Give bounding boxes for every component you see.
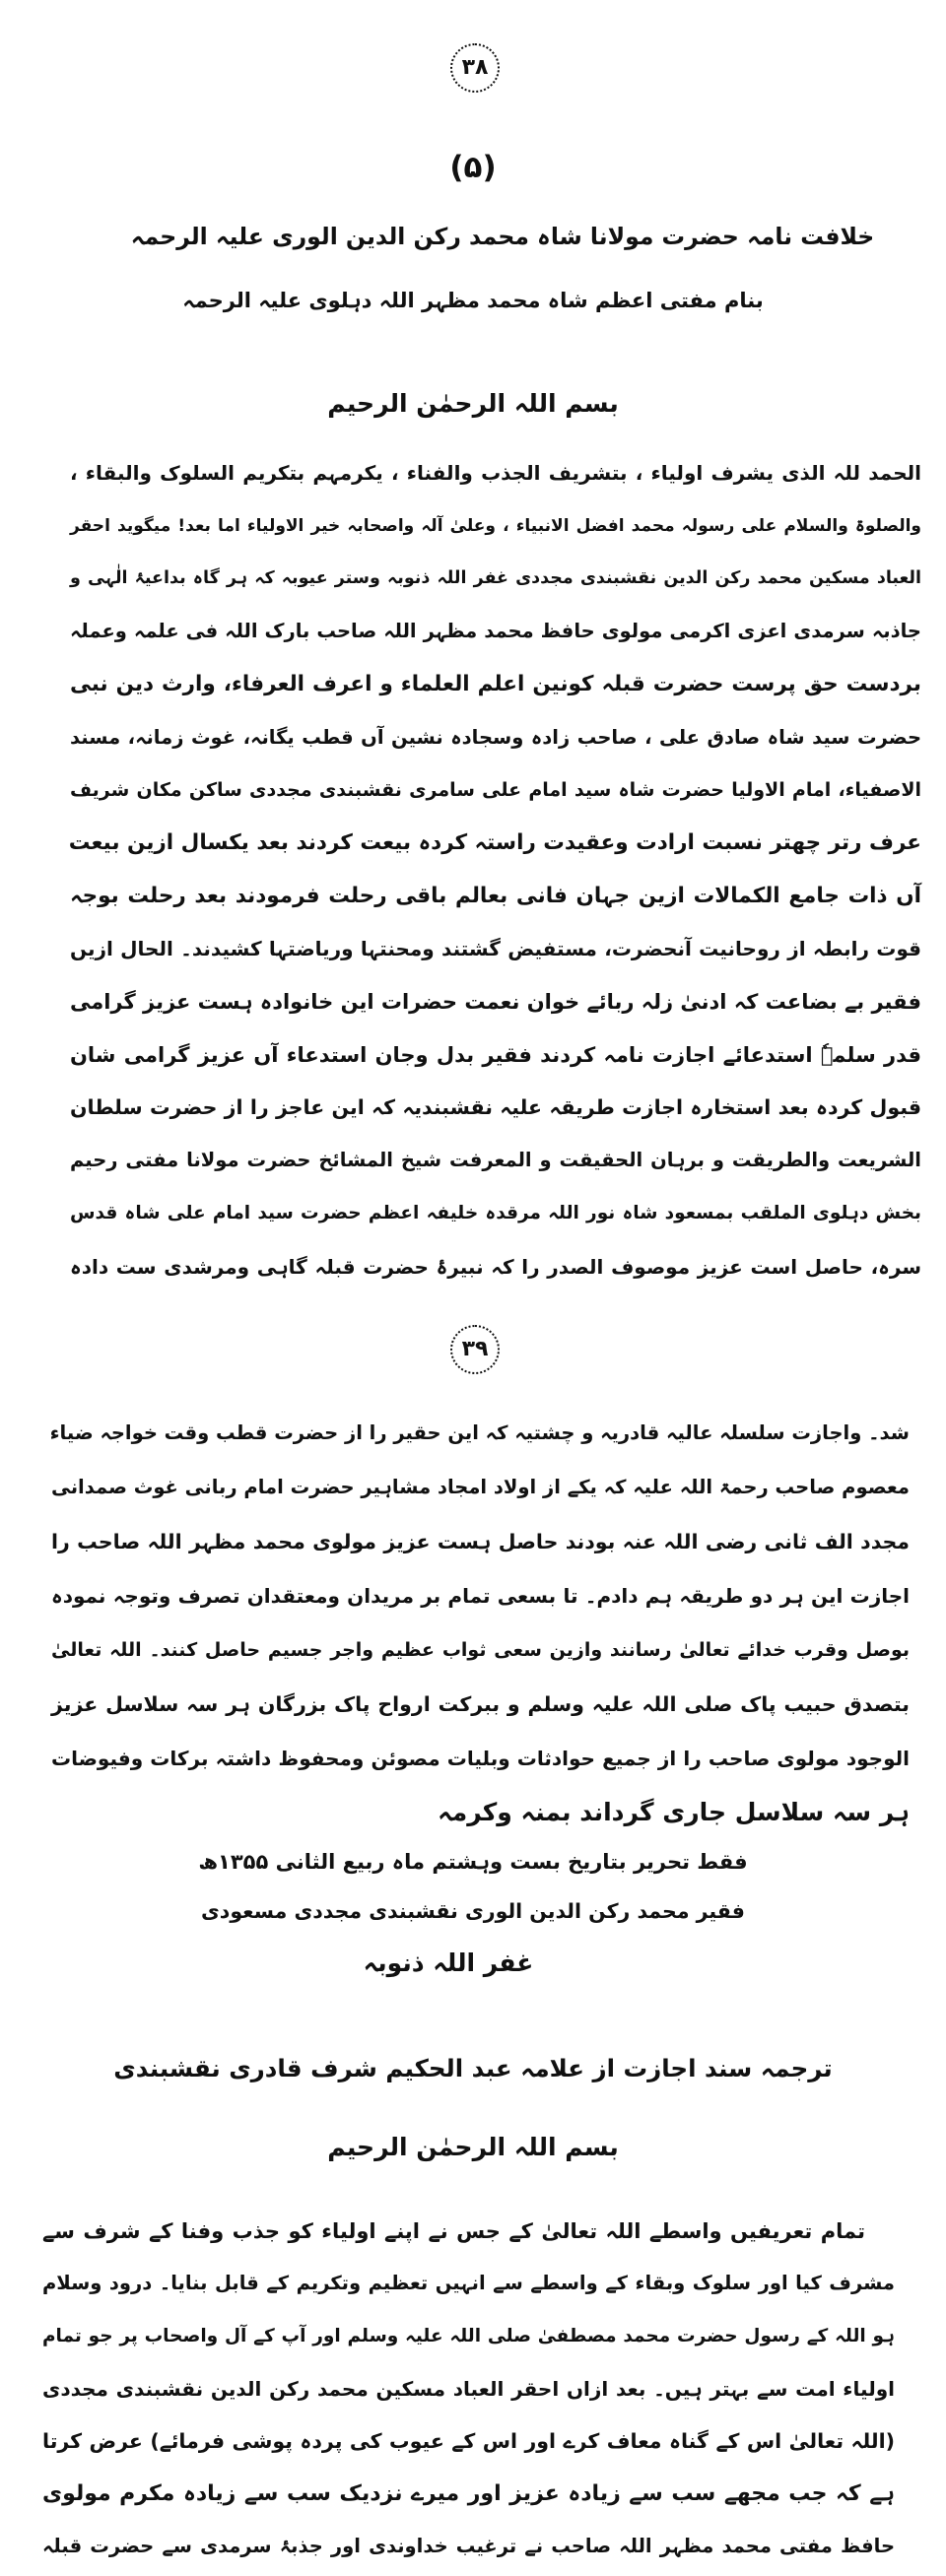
text-line: جاذبہ سرمدی اعزی اکرمی مولوی حافظ محمد مظہر اللہ صاحب بارک اللہ فی علمہ وعملہ — [70, 620, 921, 643]
text-line: بردست حق پرست حضرت قبلہ کونین اعلم العلماء و اعرف العرفاء، وارث دین نبی — [70, 671, 921, 696]
text-line: العباد مسکین محمد رکن الدین نقشبندی مجددی غفر اللہ ذنوبہ وستر عیوبہ کہ ہر گاہ بداعیۂ الٰہی و — [70, 568, 921, 589]
text-line: الشریعت والطریقت و برہان الحقیقت و المعرفت شیخ المشائخ حضرت مولانا مفتی رحیم — [70, 1149, 921, 1172]
text-line: شد۔ واجازت سلسلہ عالیہ قادریہ و چشتیہ کہ این حقیر را از حضرت قطب وقت خواجہ ضیاء — [49, 1421, 910, 1444]
text-line: اولیاء امت سے بہتر ہیں۔ بعد ازاں احقر العباد مسکین محمد رکن الدین نقشبندی مجددی — [42, 2376, 895, 2401]
page-number-38: ۳۸ — [450, 43, 500, 93]
text-line: بتصدق حبیب پاک صلی اللہ علیہ وسلم و ببرکت ارواح پاک بزرگان ہر سہ سلاسل عزیز — [51, 1692, 910, 1716]
title-line-2: بنام مفتی اعظم شاہ محمد مظہر اللہ دہلوی علیہ الرحمہ — [182, 289, 764, 312]
text-line: الاصفیاء، امام الاولیا حضرت شاہ سید امام علی سامری نقشبندی مجددی ساکن مکان شریف — [70, 779, 921, 802]
text-line: والصلوۃ والسلام علی رسولہ محمد افضل الانبیاء ، وعلیٰ آلہ واصحابہ خیر الاولیاء اما بعد! میگوید احقر — [70, 515, 921, 536]
text-line: بوصل وقرب خدائے تعالیٰ رسانند وازین سعی ثواب عظیم واجر جسیم حاصل کنند۔ اللہ تعالیٰ — [51, 1639, 910, 1661]
text-line: اجازت این ہر دو طریقہ ہم دادم۔ تا بسعی تمام بر مریدان ومعتقدان تصرف وتوجہ نمودہ — [51, 1584, 910, 1608]
translation-heading: ترجمہ سند اجازت از علامہ عبد الحکیم شرف قادری نقشبندی — [113, 2054, 833, 2082]
text-line: تمام تعریفیں واسطے اللہ تعالیٰ کے جس نے اپنے اولیاء کو جذب وفنا کے شرف سے — [42, 2219, 865, 2243]
text-line: سرہ، حاصل است عزیز موصوف الصدر را کہ نبیرۂ حضرت قبلہ گاہی ومرشدی ست دادہ — [70, 1254, 921, 1279]
text-line: آں ذات جامع الکمالات ازین جہان فانی بعالم باقی رحلت فرمودند بعد رحلت بوجہ — [70, 883, 921, 908]
text-line: بخش دہلوی الملقب بمسعود شاہ نور اللہ مرقدہ خلیفہ اعظم حضرت سید امام علی شاہ قدس — [70, 1202, 921, 1223]
signature-closing: غفر اللہ ذنوبہ — [363, 1949, 534, 1977]
section-number: (۵) — [449, 150, 497, 185]
text-line: ہو اللہ کے رسول حضرت محمد مصطفیٰ صلی اللہ علیہ وسلم اور آپ کے آل واصحاب پر جو تمام — [42, 2325, 895, 2346]
text-line: مشرف کیا اور سلوک وبقاء کے واسطے سے انہیں تعظیم وتکریم کے قابل بنایا۔ درود وسلام — [42, 2272, 895, 2295]
text-line: فقیر بے بضاعت کہ ادنیٰ زلہ ربائے خوان نعمت حضرات این خانوادہ ہست عزیز گرامی — [69, 990, 921, 1014]
text-line: معصوم صاحب رحمۃ اللہ علیہ کہ یکے از اولاد امجاد مشاہیر حضرت امام ربانی غوث صمدانی — [51, 1476, 910, 1498]
bismillah: بسم اللہ الرحمٰن الرحیم — [327, 389, 619, 418]
text-line: الحمد للہ الذی یشرف اولیاء ، بتشریف الجذب والفناء ، یکرمہم بتکریم السلوک والبقاء ، — [70, 461, 921, 485]
text-line: ہے کہ جب مجھے سب سے زیادہ عزیز اور میرے نزدیک سب سے زیادہ مکرم مولوی — [42, 2480, 895, 2506]
text-line: ہر سہ سلاسل جاری گرداند بمنہ وکرمہ — [438, 1798, 910, 1826]
text-line: مجدد الف ثانی رضی اللہ عنہ بودند حاصل ہست عزیز مولوی محمد مظہر اللہ صاحب را — [51, 1530, 910, 1553]
signature-date: فقط تحریر بتاریخ بست وہشتم ماہ ربیع الثانی ۱۳۵۵ھ — [198, 1850, 748, 1874]
title-line-1: خلافت نامہ حضرت مولانا شاہ محمد رکن الدین الوری علیہ الرحمہ — [130, 223, 875, 250]
text-line: قبول کردہ بعد استخارہ اجازت طریقہ علیہ نقشبندیہ کہ این عاجز را از حضرت سلطان — [70, 1095, 921, 1120]
signature-name: فقیر محمد رکن الدین الوری نقشبندی مجددی مسعودی — [201, 1899, 745, 1923]
text-line: حضرت سید شاہ صادق علی ، صاحب زادہ وسجادہ نشین آں قطب یگانہ، غوث زمانہ، مسند — [70, 725, 921, 749]
text-line: الوجود مولوی صاحب را از جمیع حوادثات وبلیات مصوئن ومحفوظ داشتہ برکات وفیوضات — [51, 1747, 910, 1770]
text-line: قوت رابطہ از روحانیت آنحضرت، مستفیض گشتند ومحنتہا وریاضتہا کشیدند۔ الحال ازیں — [70, 937, 921, 961]
text-line: حافظ مفتی محمد مظہر اللہ صاحب نے ترغیب خداوندی اور جذبۂ سرمدی سے حضرت قبلہ — [42, 2534, 895, 2557]
text-line: (اللہ تعالیٰ اس کے گناہ معاف کرے اور اس کے عیوب کی پردہ پوشی فرمائے) عرض کرتا — [42, 2429, 895, 2454]
text-line: عرف رتر چھتر نسبت ارادت وعقیدت راستہ کردہ بیعت کردند بعد یکسال ازین بیعت — [68, 829, 921, 855]
page-number-39: ۳۹ — [450, 1325, 500, 1374]
translation-bismillah: بسم اللہ الرحمٰن الرحیم — [327, 2133, 619, 2161]
text-line: قدر سلمہٗ استدعائے اجازت نامہ کردند فقیر بدل وجان استدعاء آں عزیز گرامی شان — [70, 1042, 921, 1067]
